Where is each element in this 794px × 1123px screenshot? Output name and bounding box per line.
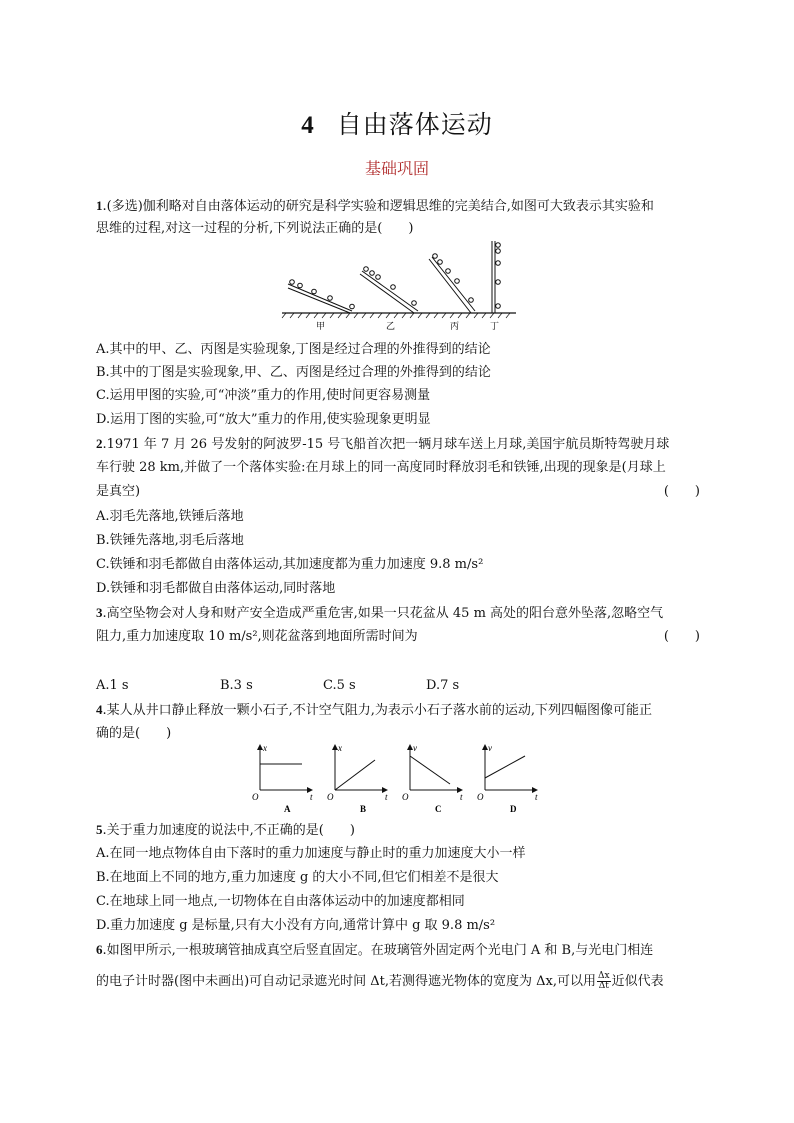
section-heading: 基础巩固 <box>364 159 429 178</box>
q2-stem-text3: 是真空) <box>96 484 141 499</box>
q5-option-d: D.重力加速度 g 是标量,只有大小没有方向,通常计算中 g 取 9.8 m/s² <box>96 918 496 933</box>
q6-stem-line2 <box>96 972 700 992</box>
q1-tag: (多选) <box>106 199 143 214</box>
graph-c-line <box>410 756 450 784</box>
q1-option-d: D.运用丁图的实验,可“放大”重力的作用,使实验现象更明显 <box>96 412 431 427</box>
q6-fraction <box>597 972 611 991</box>
graph-d-label: D <box>510 804 517 814</box>
graph-a-origin: O <box>252 792 259 802</box>
graph-a-label: A <box>284 804 291 814</box>
incline-bing <box>429 254 475 313</box>
q6-stem-text2a: 的电子计时器(图中未画出)可自动记录遮光时间 Δt,若测得遮光物体的宽度为 Δx,可以用 <box>96 974 597 989</box>
q1-stem-line1: 1.(多选)伽利略对自由落体运动的研究是科学实验和逻辑思维的完美结合,如图可大致表示其实验和 <box>96 198 654 214</box>
q5-stem: 5.关于重力加速度的说法中,不正确的是( ) <box>96 822 355 838</box>
q2-option-c: C.铁锤和羽毛都做自由落体运动,其加速度都为重力加速度 9.8 m/s² <box>96 557 484 572</box>
q3-option-d: D.7 s <box>426 678 460 693</box>
label-jia: 甲 <box>316 321 326 331</box>
graph-b-label: B <box>360 804 367 814</box>
q4-graphs <box>250 742 550 816</box>
q5-option-b: B.在地面上不同的地方,重力加速度 g 的大小不同,但它们相差不是很大 <box>96 870 499 885</box>
ground-hatching <box>282 313 510 318</box>
galileo-incline-figure <box>280 238 520 332</box>
q5-option-c: C.在地球上同一地点,一切物体在自由落体运动中的加速度都相同 <box>96 894 465 909</box>
graph-b-line <box>335 760 375 790</box>
q2-stem-line3 <box>96 482 700 502</box>
q1-option-b: B.其中的丁图是实验现象,甲、乙、丙图是经过合理的外推得到的结论 <box>96 365 491 380</box>
chapter-title: 自由落体运动 <box>336 110 493 139</box>
label-ding: 丁 <box>490 321 500 331</box>
q3-option-a: A.1 s <box>96 678 129 693</box>
incline-jia <box>288 280 354 313</box>
q3-answer-paren: ( ) <box>663 629 700 644</box>
q4-stem-line2: 确的是( ) <box>96 726 172 741</box>
q2-option-b: B.铁锤先落地,羽毛后落地 <box>96 533 244 548</box>
q4-stem-line1: 4.某人从井口静止释放一颗小石子,不计空气阻力,为表示小石子落水前的运动,下列四幅图像可能正 <box>96 702 653 718</box>
q4-number: 4 <box>96 702 103 717</box>
q3-stem-text1: 高空坠物会对人身和财产安全造成严重危害,如果一只花盆从 45 m 高处的阳台意外坠落,忽略空气 <box>106 606 664 621</box>
q2-stem-text1: 1971 年 7 月 26 号发射的阿波罗-15 号飞船首次把一辆月球车送上月球,美国宇航员斯特驾驶月球 <box>106 437 670 452</box>
q3-option-b: B.3 s <box>220 678 253 693</box>
q6-number: 6 <box>96 942 103 957</box>
q2-option-d: D.铁锤和羽毛都做自由落体运动,同时落地 <box>96 581 336 596</box>
graph-a-yaxis-label: x <box>263 743 267 753</box>
q4-stem-text1: 某人从井口静止释放一颗小石子,不计空气阻力,为表示小石子落水前的运动,下列四幅图像可能正 <box>106 703 653 718</box>
q1-option-c: C.运用甲图的实验,可“冲淡”重力的作用,使时间更容易测量 <box>96 388 431 403</box>
q1-number: 1 <box>96 198 103 213</box>
q6-stem-text1: 如图甲所示,一根玻璃管抽成真空后竖直固定。在玻璃管外固定两个光电门 A 和 B,与光电门相连 <box>106 943 654 958</box>
q1-stem-line2: 思维的过程,对这一过程的分析,下列说法正确的是( ) <box>96 221 414 236</box>
graph-d <box>485 745 537 790</box>
q1-stem-text1: 伽利略对自由落体运动的研究是科学实验和逻辑思维的完美结合,如图可大致表示其实验和 <box>142 199 654 214</box>
graph-b-yaxis-label: x <box>338 743 342 753</box>
label-yi: 乙 <box>386 321 396 331</box>
graph-d-xaxis-label: t <box>535 792 538 802</box>
graph-a <box>260 745 312 790</box>
page-title <box>0 105 794 141</box>
q2-answer-paren: ( ) <box>663 484 700 499</box>
q5-number: 5 <box>96 822 103 837</box>
q5-stem-text: 关于重力加速度的说法中,不正确的是( ) <box>106 823 355 838</box>
graph-b-xaxis-label: t <box>385 792 388 802</box>
graph-c-origin: O <box>402 792 409 802</box>
q2-number: 2 <box>96 436 103 451</box>
q3-stem-line2 <box>96 627 700 647</box>
graph-c-label: C <box>435 804 442 814</box>
chapter-number: 4 <box>301 112 315 139</box>
q3-stem-line1: 3.高空坠物会对人身和财产安全造成严重危害,如果一只花盆从 45 m 高处的阳台意外坠落,忽略空气 <box>96 605 664 621</box>
q6-frac-numerator: Δx <box>598 971 610 981</box>
graph-b-origin: O <box>327 792 334 802</box>
q6-stem-text2b: 近似代表 <box>611 974 664 989</box>
q1-option-a: A.其中的甲、乙、丙图是实验现象,丁图是经过合理的外推得到的结论 <box>96 342 491 357</box>
graph-d-yaxis-label: v <box>488 743 492 753</box>
graph-d-line <box>485 756 525 778</box>
q6-frac-denominator: Δt <box>598 981 609 991</box>
graph-b <box>335 745 387 790</box>
q6-stem-line1: 6.如图甲所示,一根玻璃管抽成真空后竖直固定。在玻璃管外固定两个光电门 A 和 B,与光电门相连 <box>96 942 654 958</box>
vertical-ding <box>492 241 500 313</box>
q2-stem-line2: 车行驶 28 km,并做了一个落体实验:在月球上的同一高度同时释放羽毛和铁锤,出现的现象是(月球上 <box>96 460 666 475</box>
graph-c-yaxis-label: v <box>413 743 417 753</box>
graph-c <box>410 745 462 790</box>
q2-option-a: A.羽毛先落地,铁锤后落地 <box>96 509 244 524</box>
q3-stem-text2: 阻力,重力加速度取 10 m/s²,则花盆落到地面所需时间为 <box>96 629 418 644</box>
q5-option-a: A.在同一地点物体自由下落时的重力加速度与静止时的重力加速度大小一样 <box>96 846 526 861</box>
incline-yi <box>360 267 418 313</box>
graph-c-xaxis-label: t <box>460 792 463 802</box>
graph-a-xaxis-label: t <box>310 792 313 802</box>
q3-option-c: C.5 s <box>323 678 356 693</box>
graph-d-origin: O <box>477 792 484 802</box>
q2-stem-line1: 2.1971 年 7 月 26 号发射的阿波罗-15 号飞船首次把一辆月球车送上月球,美国宇航员斯特驾驶月球 <box>96 436 670 452</box>
q3-number: 3 <box>96 605 103 620</box>
label-bing: 丙 <box>450 321 460 331</box>
